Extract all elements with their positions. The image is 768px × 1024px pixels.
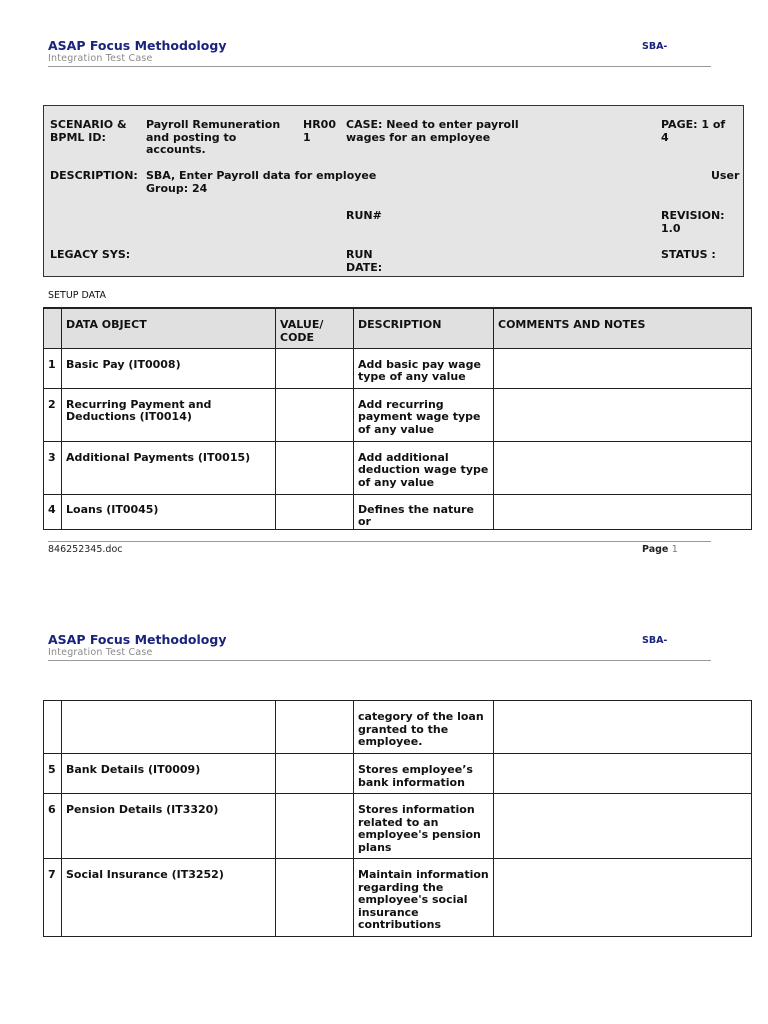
scenario-name: Payroll Remuneration and posting to accounts.	[146, 118, 281, 156]
revision-label: REVISION: 1.0	[661, 209, 725, 235]
setup-data-label: SETUP DATA	[48, 290, 107, 301]
table-row	[44, 754, 752, 794]
description-cell: Stores employee’s bank information	[354, 754, 494, 794]
footer-filename: 846252345.doc	[48, 544, 123, 555]
table-row	[44, 701, 752, 754]
data-object-cell: Pension Details (IT3320)	[62, 794, 276, 859]
header-cell-description: DESCRIPTION	[354, 308, 494, 348]
comments-cell	[494, 388, 752, 441]
row-number: 5	[44, 754, 62, 794]
user-group: Group: 24	[146, 182, 208, 195]
data-object-cell: Recurring Payment and Deductions (IT0014)	[62, 388, 276, 441]
page-label: PAGE: 1 of 4	[661, 118, 726, 144]
table-row	[44, 388, 752, 441]
bpml-id: HR00 1	[303, 118, 336, 144]
footer-page	[642, 544, 678, 555]
data-object-cell: Basic Pay (IT0008)	[62, 348, 276, 388]
comments-cell	[494, 494, 752, 529]
header-rule	[48, 660, 711, 661]
header-cell-num	[44, 308, 62, 348]
table-row	[44, 494, 752, 529]
run-date-label: RUN DATE:	[346, 248, 383, 274]
scenario-label: SCENARIO & BPML ID:	[50, 118, 127, 144]
comments-cell	[494, 701, 752, 754]
header-cell-value-code: VALUE/ CODE	[276, 308, 354, 348]
scenario-box	[43, 105, 744, 277]
header-right: SBA-	[642, 41, 668, 52]
run-label: RUN#	[346, 209, 382, 222]
table-header-row	[44, 308, 752, 348]
value-code-cell	[276, 494, 354, 529]
header-rule	[48, 66, 711, 67]
header-title: ASAP Focus Methodology	[48, 632, 227, 647]
header-subtitle: Integration Test Case	[48, 647, 153, 658]
row-number: 7	[44, 859, 62, 937]
comments-cell	[494, 794, 752, 859]
comments-cell	[494, 754, 752, 794]
table-row	[44, 441, 752, 494]
setup-data-table	[43, 307, 752, 530]
setup-data-table-continued	[43, 700, 752, 937]
header-title: ASAP Focus Methodology	[48, 38, 227, 53]
header-cell-data-object: DATA OBJECT	[62, 308, 276, 348]
footer-page-label: Page	[642, 544, 669, 555]
description-cell: Add recurring payment wage type of any value	[354, 388, 494, 441]
data-object-cell	[62, 701, 276, 754]
user-label: User	[711, 169, 740, 182]
header-cell-comments: COMMENTS AND NOTES	[494, 308, 752, 348]
comments-cell	[494, 859, 752, 937]
description-cell: Maintain information regarding the employee's social insurance contributions	[354, 859, 494, 937]
value-code-cell	[276, 859, 354, 937]
data-object-cell: Additional Payments (IT0015)	[62, 441, 276, 494]
value-code-cell	[276, 388, 354, 441]
description-text: SBA, Enter Payroll data for employee	[146, 169, 377, 182]
header-right: SBA-	[642, 635, 668, 646]
value-code-cell	[276, 348, 354, 388]
table-row	[44, 348, 752, 388]
comments-cell	[494, 348, 752, 388]
status-label: STATUS :	[661, 248, 716, 261]
table-row	[44, 794, 752, 859]
description-cell: category of the loan granted to the employee.	[354, 701, 494, 754]
value-code-cell	[276, 441, 354, 494]
row-number: 3	[44, 441, 62, 494]
row-number: 2	[44, 388, 62, 441]
footer-page-number: 1	[671, 544, 678, 555]
description-cell: Add basic pay wage type of any value	[354, 348, 494, 388]
header-subtitle: Integration Test Case	[48, 53, 153, 64]
description-cell: Defines the nature or	[354, 494, 494, 529]
row-number	[44, 701, 62, 754]
description-cell: Stores information related to an employee's pension plans	[354, 794, 494, 859]
data-object-cell: Social Insurance (IT3252)	[62, 859, 276, 937]
table-row	[44, 859, 752, 937]
comments-cell	[494, 441, 752, 494]
case-text: CASE: Need to enter payroll wages for an employee	[346, 118, 519, 144]
data-object-cell: Loans (IT0045)	[62, 494, 276, 529]
value-code-cell	[276, 701, 354, 754]
row-number: 6	[44, 794, 62, 859]
footer-rule	[48, 541, 711, 542]
row-number: 1	[44, 348, 62, 388]
value-code-cell	[276, 794, 354, 859]
description-cell: Add additional deduction wage type of any value	[354, 441, 494, 494]
value-code-cell	[276, 754, 354, 794]
legacy-label: LEGACY SYS:	[50, 248, 131, 261]
description-label: DESCRIPTION:	[50, 169, 138, 182]
data-object-cell: Bank Details (IT0009)	[62, 754, 276, 794]
row-number: 4	[44, 494, 62, 529]
